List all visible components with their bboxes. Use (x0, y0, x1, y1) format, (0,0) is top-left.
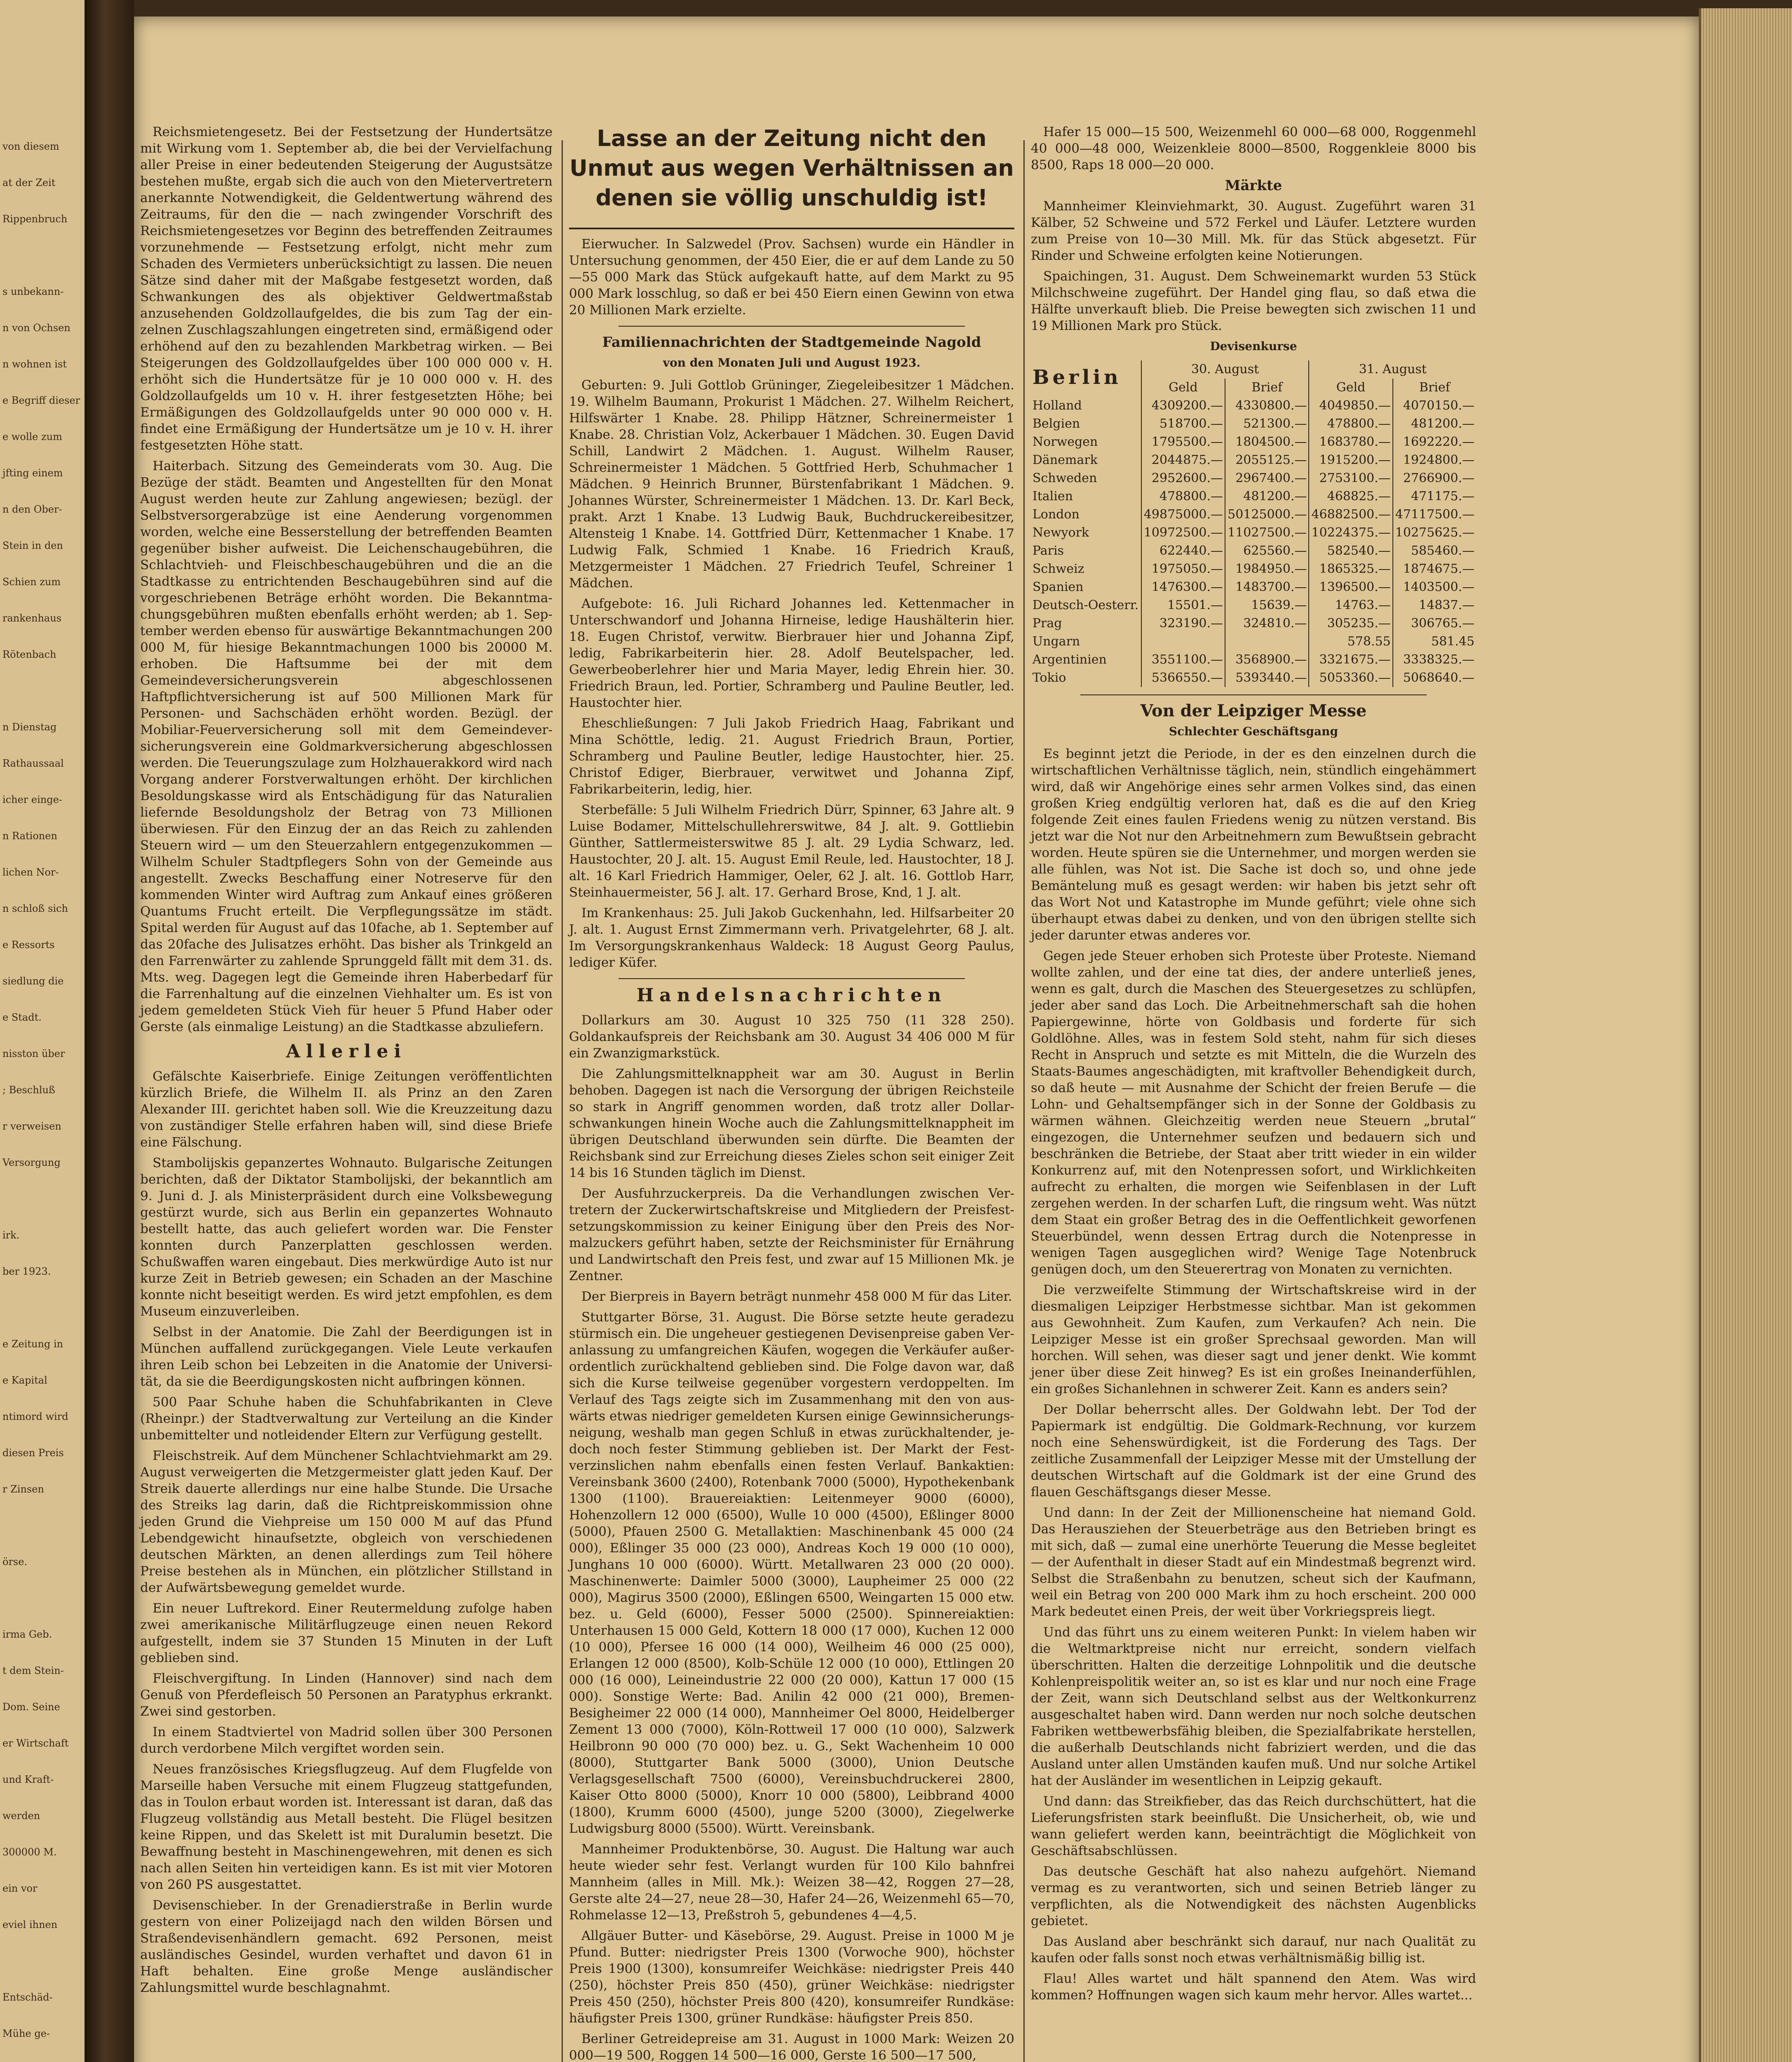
facing-page-fragment (0, 0, 85, 2062)
devisen-rate: 1915200.— (1309, 451, 1392, 469)
facing-page-text: Rippenbruch (2, 213, 68, 225)
divider (1080, 694, 1427, 695)
devisen-rate (1141, 633, 1225, 651)
familien-item: Aufgebote: 16. Juli Richard Johannes led. Kettenmacher in Unterschwandorf und Johanna Hirneise, ledige Haushälterin hier. 18. Eugen Christof, verwitw. Bierbrauer hier und Johanna Zipf, ledig, Fabrikarbeiterin hier. 28. Adolf Beutelspacher, led. Gewerbeoberlehrer hier und Maria Mayer, ledig Ehrein hier. 30. Friedrich Braun, led. Portier, Schramberg und Pauline Beutler, led. Haustochter hier. (569, 596, 1014, 710)
headline: Lasse an der Zeitung nicht den Unmut aus wegen Verhältnissen an denen sie völlig unschuldig ist! (569, 125, 1014, 211)
devisen-row (1031, 397, 1476, 415)
devisen-row (1031, 542, 1476, 560)
allerlei-item: Ein neuer Luftrekord. Einer Reutermeldung zufolge haben zwei amerikanische Militärflugzeuge einen neuen Rekord aufgestellt, indem sie 37 Stunden 15 Minuten in der Luft geblieben sind. (140, 1601, 553, 1665)
article-mannheim-kleinvieh: Mannheimer Kleinviehmarkt, 30. August. Zugeführt waren 31 Kälber, 52 Schweine und 572 Ferkel und Läufer. Letztere wurden zum Preise von 10—30 Mill. Mk. für das Stück abgesetzt. Für Rinder und Schweine erfolgten keine Notierungen. (1031, 199, 1476, 263)
devisen-rate: 11027500.— (1225, 524, 1309, 542)
facing-page-text: n Dienstag (2, 721, 57, 733)
divider (618, 978, 965, 979)
messe-paragraph: Der Dollar beherrscht alles. Der Goldwahn lebt. Der Tod der Papiermark ist endgültig. Die Goldmark-Rechnung, vor kurzem noch eine Sehenswürdigkeit, ist die Forderung des Tags. Der zeitliche Zusammenfall der Leipziger Messe mit der Umstellung der deutschen Wirtschaft auf die Goldmark ist der eine Grund des flauen Geschäftsgangs dieser Messe. (1031, 1402, 1476, 1499)
devisen-rate: 2967400.— (1225, 469, 1309, 487)
facing-page-text: n Rationen (2, 830, 57, 842)
devisen-rate: 1483700.— (1225, 578, 1309, 596)
devisen-country: Ungarn (1032, 634, 1080, 649)
devisen-rate: 585460.— (1393, 542, 1476, 560)
messe-list (1031, 746, 1476, 2003)
devisen-rate: 578.55 (1309, 633, 1392, 651)
devisen-rate (1225, 633, 1309, 651)
familien-item: Im Krankenhaus: 25. Juli Jakob Guckenhahn, led. Hilfsarbeiter 20 J. alt. 1. August Ernst Zimmermann verh. Privatgelehrter, 68 J. alt. Im Versorgungskrankenhaus Waldeck: 18 August Georg Paulus, lediger Küfer. (569, 906, 1014, 970)
devisen-rate: 5068640.— (1393, 669, 1476, 687)
devisen-rate: 1476300.— (1141, 578, 1225, 596)
familien-item: Eheschließungen: 7 Juli Jakob Friedrich Haag, Fabrikant und Mina Schöttle, ledig. 21. August Friedrich Braun, Portier, Schramberg und Pauline Beutler, ledige Haustochter, hier. 25. Christof Ediger, Bierbrauer, verwitwet und Johanna Zipf, Fabrikarbeiterin, ledig, hier. (569, 716, 1014, 797)
column-1 (140, 124, 553, 2000)
facing-page-text: ; Beschluß (2, 1084, 55, 1096)
devisen-country: Paris (1032, 544, 1064, 558)
devisen-rate: 10275625.— (1393, 524, 1476, 542)
handel-list (569, 1012, 1014, 2062)
handel-item: Dollarkurs am 30. August 10 325 750 (11 328 250). Goldankaufspreis der Reichsbank am 30. August 34 406 000 M für ein Zwanzigmarkstück. (569, 1013, 1014, 1061)
facing-page-text: nisston über (2, 1048, 65, 1059)
section-title-handelsnachrichten: Handelsnachrichten (636, 985, 947, 1006)
handel-item: Stuttgarter Börse, 31. August. Die Börse setzte heute geradezu stürmisch ein. Die ungeheuer gestiegenen Devisenpreise gaben Veranlassung zu umfangreichen Käufen, wogegen die Verkäufer außerordentlich zurückhaltend geblieben sind. Die Folge davon war, daß sich die Kurse teilweise gegenüber vorgestern verdoppelten. Im Verlauf des Tags zeigte sich im Zusammenhang mit den von auswärts etwas niedriger gemeldeten Kursen einige Gewinnsicherungsneigung, weshalb man gegen Schluß in etwas zurückhaltender, jedoch noch fester Stimmung geblieben ist. Der Markt der Festverzinslichen nahm ebenfalls einen festen Verlauf. Bankaktien: Vereinsbank 3600 (2400), Rotenbank 7000 (5000), Hypothekenbank 1300 (1100). Brauereiaktien: Leitenmeyer 9000 (6000), Hohenzollern 12 000 (6500), Wulle 10 000 (4500), Eßlinger 8000 (5000), Pfauen 2500 G. Metallaktien: Maschinenbank 45 000 (24 000), Eßlinger 35 000 (23 000), Andreas Koch 19 000 (10 000), Junghans 10 000 (6000). Württ. Metallwaren 23 000 (20 000). Maschinenwerte: Daimler 5000 (3000), Laupheimer 25 000 (22 000), Magirus 3500 (2000), Eßlingen 6500, Weingarten 15 000 etw. bez. u. Geld (6000), Fesser 5000 (2500). Spinnereiaktien: Unterhausen 15 000 Geld, Kottern 18 000 (17 000), Kuchen 12 000 (10 000), Pfersee 16 000 (14 000), Weilheim 46 000 (25 000), Erlangen 12 000 (8500), Kolb-Schüle 12 000 (10 000), Ettlingen 20 000 (16 000), Leineindustrie 22 000 (20 000), Kattun 17 000 (15 000). Sonstige Werte: Bad. Anilin 42 000 (21 000), Bremen-Besigheimer 22 000 (14 000), Mannheimer Oel 8000, Heidelberger Zement 13 000 (7000), Köln-Rottweil 17 000 (10 000), Salzwerk Heilbronn 90 000 (70 000) bez. u. G., Sekt Wachenheim 10 000 (8000), Stuttgarter Bank 5000 (3000), Union Deutsche Verlagsgesellschaft 7500 (6000), Vereinsbuchdruckerei 2800, Kaiser Otto 8000 (5000), Knorr 10 000 (5800), Leibbrand 4000 (1800), Krumm 6000 (4500), junge 5200 (3000), Ziegelwerke Ludwigsburg 8000 (5500). Württ. Vereinsbank. (569, 1310, 1014, 1836)
devisen-row (1031, 487, 1476, 506)
facing-page-text: er Wirtschaft (2, 1737, 69, 1749)
facing-page-text: icher einge- (2, 794, 62, 805)
article-reichsmietengesetz: Reichsmietengesetz. Bei der Festsetzung der Hundertsätze mit Wirkung vom 1. September ab, die bei der Vervielfachung aller Preise in einer bedeutenden Steigerung der Augustsätze bestehen mußte, ergab sich die auch von den Mietervertretern anerkannte Notwendigkeit, die Geldentwertung während des Zeitraums, für den die — nach zwingender Vorschrift des Reichsmietengesetzes vor Beginn des betreffenden Zeitraumes vorzunehmende — Festsetzung erfolgt, nicht mehr zum Schaden des Vermieters unberücksichtigt zu lassen. Die neuen Sätze sind daher mit der Maßgabe festgesetzt worden, daß Schwankungen des als objektiver Geldwertmaßstab anzusehenden Goldzollaufgeldes, die bis zum Tag der einzelnen Zuschlagszahlungen eingetreten sind, ermäßigend oder erhöhend auf den zu bezahlenden Markbetrag wirken. — Bei Steigerungen des Goldzollaufgeldes über 100 000 000 v. H. erhöht sich die Hundertsätze für je 10 000 000 v. H. des Goldzollaufgelds um 10 v. H. ihrer festgesetzten Höhe; bei Ermäßigungen des Goldzollaufgelds unter 90 000 000 v. H. findet eine Ermäßigung der Hundertsätze um je 10 v. H. ihrer festgesetzten Höhe statt. (140, 125, 553, 453)
devisen-row (1031, 633, 1476, 651)
facing-page-text: werden (2, 1810, 40, 1822)
devisen-row (1031, 415, 1476, 433)
familien-item: Sterbefälle: 5 Juli Wilhelm Friedrich Dürr, Spinner, 63 Jahre alt. 9 Luise Bodamer, Mittelschullehrerswitwe, 84 J. alt. 9. Gottliebin Günther, Sattlermeisterswitwe 85 J. alt. 29 Lydia Schwarz, led. Haustochter, 20 J. alt. 15. August Emil Reule, led. Haustochter, 18 J. alt. 16 Karl Friedrich Hammiger, Oeler, 62 J. alt. 16. Gottlob Harr, Steinhauermeister, 56 J. alt. 17. Gerhard Brose, Knd, 1 J. alt. (569, 803, 1014, 900)
allerlei-item: Fleischstreik. Auf dem Münchener Schlachtviehmarkt am 29. August verweigerten die Metzgermeister glatt jeden Kauf. Der Streik dauerte allerdings nur eine halbe Stunde. Die Ursache des Streiks lag darin, daß die Richtpreiskommission ohne jeden Grund die Viehpreise um 150 000 M auf das Pfund Lebendgewicht hinaufsetzte, obgleich von verschiedenen deutschen Märkten, an denen allerdings zum Teil höhere Preise bestehen als in München, ein plötzlicher Stillstand in der Aufwärtsbewegung gemeldet wurde. (140, 1448, 553, 1595)
devisen-rate: 468825.— (1309, 487, 1392, 506)
devisen-row (1031, 614, 1476, 633)
facing-page-text: e Begriff dieser (2, 395, 80, 406)
devisen-country: Argentinien (1032, 652, 1107, 667)
devisen-rate: 47117500.— (1393, 506, 1476, 524)
page-edges (1699, 8, 1792, 2062)
devisen-country: Prag (1032, 616, 1062, 631)
facing-page-text: s unbekann- (2, 286, 64, 297)
facing-page-text: e Stadt. (2, 1012, 42, 1023)
facing-page-text: rankenhaus (2, 612, 61, 624)
messe-paragraph: Das deutsche Geschäft hat also nahezu aufgehört. Niemand vermag es zu verantworten, sich und seinen Betrieb länger zu verpflichten, als die Notwendigkeit des nächsten Augenblicks gebietet. (1031, 1864, 1476, 1928)
devisen-rate: 4309200.— (1141, 397, 1225, 415)
devisen-rate: 481200.— (1225, 487, 1309, 506)
messe-paragraph: Die verzweifelte Stimmung der Wirtschaftskreise wird in der diesmaligen Leipziger Herbstmesse sichtbar. Man ist gekommen aus Gewohnheit. Zum Kaufen, zum Verkaufen? Ach nein. Die Leipziger Messe ist ein großer Sprechsaal geworden. Man will horchen. Will sehen, was dieser sagt und jener denkt. Wie kommt jener über diese Zeit hinweg? Es ist ein großes Ineinanderfühlen, ein großes Sichanlehnen in schwerer Zeit. Kann es anders sein? (1031, 1283, 1476, 1396)
devisen-rate: 15501.— (1141, 596, 1225, 614)
column-rule (562, 140, 563, 2062)
getreide-continued: Hafer 15 000—15 500, Weizenmehl 60 000—68 000, Roggenmehl 40 000—48 000, Weizenkleie 8000—8500, Roggenkleie 8000 bis 8500, Raps 18 000—20 000. (1031, 125, 1476, 172)
facing-page-text: r verweisen (2, 1120, 61, 1132)
devisen-rate: 1924800.— (1393, 451, 1476, 469)
devisen-rate: 518700.— (1141, 415, 1225, 433)
facing-page-text: r Zinsen (2, 1483, 44, 1495)
devisen-rate: 3321675.— (1309, 651, 1392, 669)
devisen-rate: 1865325.— (1309, 560, 1392, 578)
article-eierwucher: Eierwucher. In Salzwedel (Prov. Sachsen) wurde ein Händler in Untersuchung genommen, der 450 Eier, die er auf dem Lande zu 50—55 000 Mark das Stück aufgekauft hatte, auf dem Markt zu 95 000 Mark losschlug, so daß er bei 450 Eiern einen Gewinn von etwa 20 Millionen Mark erzielte. (569, 237, 1014, 318)
section-title-maerkte: Märkte (1225, 177, 1282, 194)
devisen-rate: 2952600.— (1141, 469, 1225, 487)
section-subtitle-leipziger-messe: Schlechter Geschäftsgang (1169, 725, 1338, 738)
devisen-rate: 1692220.— (1393, 433, 1476, 451)
devisen-rate: 3551100.— (1141, 651, 1225, 669)
devisen-country: Schweden (1032, 471, 1097, 485)
facing-page-text: 300000 M. (2, 1846, 57, 1858)
devisen-rate: 3568900.— (1225, 651, 1309, 669)
facing-page-text: diesen Preis (2, 1447, 64, 1459)
devisen-row (1031, 433, 1476, 451)
allerlei-item: In einem Stadtviertel von Madrid sollen über 300 Personen durch verdorbene Milch vergiftet worden sein. (140, 1725, 553, 1756)
facing-page-text: Versorgung (2, 1157, 61, 1168)
handel-item: Berliner Getreidepreise am 31. August in 1000 Mark: Weizen 20 000—19 500, Roggen 14 500—16 000, Gerste 16 500—17 500, (569, 2031, 1014, 2062)
facing-page-text: e Kapital (2, 1375, 47, 1386)
facing-page-text: und Kraft- (2, 1774, 54, 1785)
handel-item: Der Bierpreis in Bayern beträgt nunmehr 458 000 M für das Liter. (581, 1289, 1012, 1304)
devisen-rate: 323190.— (1141, 614, 1225, 633)
section-title-familiennachrichten: Familiennachrichten der Stadtgemeinde Nagold (602, 334, 981, 351)
allerlei-item: Neues französisches Kriegsflugzeug. Auf dem Flugfelde von Marseille haben Versuche mit einem Flugzeug stattgefunden, das in Toulon erbaut worden ist. Interessant ist daran, daß das Flugzeug vollständig aus Metall besteht. Die Flügel besitzen keine Rippen, und das Skelett ist mit Duralumin besetzt. Die Bewaffnung besteht in Maschinengewehren, mit denen es sich nach allen Seiten hin verteidigen kann. Es ist mit vier Motoren von 260 PS ausgestattet. (140, 1762, 553, 1892)
facing-page-text: e Ressorts (2, 939, 55, 951)
facing-page-text: ber 1923. (2, 1266, 51, 1277)
devisen-rate: 478800.— (1309, 415, 1392, 433)
devisen-row (1031, 469, 1476, 487)
facing-page-text: irk. (2, 1229, 20, 1241)
messe-paragraph: Es beginnt jetzt die Periode, in der es den einzelnen durch die wirtschaftlichen Verhältnisse täglich, nein, stündlich eingehämmert wird, daß wir Angehörige eines sehr armen Volkes sind, das einen großen Krieg endgültig verloren hat, daß es die auf den Krieg folgende Zeit eines faulen Friedens wenig zu nützen verstand. Bis jetzt war die Not nur den Arbeitnehmern zum Bewußtsein gebracht worden. Heute spüren sie die Unternehmer, und morgen werden sie alle fühlen, was Not ist. Die Sache ist doch so, und ohne jede Bemäntelung muß es gesagt werden: wir haben bis jetzt sehr oft das Wort Not und Katastrophe im Munde geführt; viele ohne sich überhaupt etwas dabei zu denken, und von den übrigen stellte sich jeder darunter etwas anderes vor. (1031, 746, 1476, 943)
devisen-country: Holland (1032, 398, 1082, 413)
devisen-row (1031, 524, 1476, 542)
devisen-rate: 5053360.— (1309, 669, 1392, 687)
headline-box (569, 124, 1014, 229)
devisen-rate: 1396500.— (1309, 578, 1392, 596)
devisen-rate: 1403500.— (1393, 578, 1476, 596)
devisen-rate: 1795500.— (1141, 433, 1225, 451)
devisen-rate: 305235.— (1309, 614, 1392, 633)
devisen-rate: 2753100.— (1309, 469, 1392, 487)
allerlei-list (140, 1068, 553, 1996)
devisen-rate: 471175.— (1393, 487, 1476, 506)
devisen-brief-1: Brief (1225, 379, 1309, 397)
devisen-rate: 49875000.— (1141, 506, 1225, 524)
familien-item: Geburten: 9. Juli Gottlob Grüninger, Ziegeleibesitzer 1 Mädchen. 19. Wilhelm Baumann, Prokurist 1 Mädchen. 27. Wilhelm Reichert, Hilfswärter 1 Knabe. 28. Philipp Hätzner, Schreinermeister 1 Knabe. 28. Christian Volz, Ackerbauer 1 Mädchen. 30. Eugen David Schill, Landwirt 2 Mädchen. 1. August. Wilhelm Rauser, Schreinermeister 1 Mädchen. 5 Gottfried Herb, Schuhmacher 1 Mädchen. 9 Heinrich Brunner, Bürstenfabrikant 1 Mädchen. 9. Johannes Würster, Schreinermeister 1 Mädchen. 13. Dr. Karl Beck, prakt. Arzt 1 Knabe. 13 Ludwig Bauk, Buchdruckereibesitzer, Altensteig 1 Knabe. 14. Gottfried Dürr, Kettenmacher 1 Knabe. 17 Ludwig Falk, Schmied 1 Knabe. 16 Friedrich Krauß, Metzgermeister 1 Mädchen. 27 Friedrich Teufel, Schreiner 1 Mädchen. (569, 378, 1014, 591)
facing-page-text: irma Geb. (2, 1629, 52, 1640)
devisen-rate: 1804500.— (1225, 433, 1309, 451)
section-title-devisenkurse: Devisenkurse (1210, 339, 1297, 353)
familien-list (569, 377, 1014, 971)
devisen-row (1031, 596, 1476, 614)
allerlei-item: Fleischvergiftung. In Linden (Hannover) sind nach dem Genuß von Pferdefleisch 50 Personen an Paratyphus erkrankt. Zwei sind gestorben. (140, 1671, 553, 1719)
facing-page-text: jfting einem (2, 467, 63, 479)
handel-item: Mannheimer Produktenbörse, 30. August. Die Haltung war auch heute wieder sehr fest. Verlangt wurden für 100 Kilo bahnfrei Mannheim (alles in Mill. Mk.): Weizen 38—42, Roggen 27—28, Gerste alte 24—27, neue 28—30, Hafer 24—26, Weizenmehl 65—70, Rohmelasse 12—13, Preßstroh 5, gebundenes 4—4,5. (569, 1842, 1014, 1923)
devisen-rate: 1874675.— (1393, 560, 1476, 578)
facing-page-text: n von Ochsen (2, 322, 71, 334)
devisen-rate: 622440.— (1141, 542, 1225, 560)
devisen-table (1031, 360, 1476, 687)
devisen-rate: 2766900.— (1393, 469, 1476, 487)
facing-page-text: Stein in den (2, 540, 63, 551)
devisen-country: Spanien (1032, 580, 1084, 594)
devisen-country: Tokio (1032, 671, 1066, 685)
facing-page-text: ntimord wird (2, 1411, 68, 1422)
article-haiterbach: Haiterbach. Sitzung des Gemeinderats vom 30. Aug. Die Bezüge der städt. Beamten und Angestellten für den Monat August werden heute zur Zahlung angewiesen; bezügl. der Selbstversorgerabzüge ist eine Aenderung vorgenommen worden, welche eine Besserstellung der betreffenden Beamten gegenüber bisher aufweist. Die Leichenschaugebühren, die Schlachtvieh- und Fleischbeschaugebühren und die an die Stadtkasse zu entrichtenden Beschaugebühren sind auf die vorgeschriebenen Beträge erhöht worden. Die Bekanntmachungsgebühren mußten ebenfalls erhöht werden; ab 1. September werden ebenso für auswärtige Bekanntmachungen 200 000 M, für hiesige Bekanntmachungen 1000 bis 20000 M. erhoben. Die Haftsumme bei der mit dem Gemeindeversicherungsverein abgeschlossenen Haftpflichtversicherung ist auf 500 Millionen Mark für Personen- und Sachschäden erhöht worden. Bezügl. der Mobiliar-Feuerversicherung soll mit dem Gemeindeversicherungsverein eine Goldmarkversicherung abgeschlossen werden. Die Teuerungszulage zum Holzhauerakkord wird nach Vorgang anderer Forstverwaltungen erhöht. Der kirchlichen Besoldungskasse wird als Entschädigung für das Naturalien liefernde Besoldungsholz der Betrag von 73 Millionen überwiesen. Für den Einzug der an das Reich zu zahlenden Steuern wird — um den Steuerzahlern entgegenzukommen — Wilhelm Schuler Stadtpflegers Sohn von der Gemeinde aus angestellt. Zwecks Beschaffung einer Notreserve für den kommenden Winter wird Auftrag zum Ankauf eines größeren Quantums Frucht erteilt. Die Verpflegungssätze im städt. Spital werden für August auf das 10fache, ab 1. September auf das 20fache des Julisatzes erhöht. Das bisher als Trinkgeld an den Farrenwärter zu zahlende Sprunggeld fällt mit dem 31. ds. Mts. weg. Dagegen legt die Gemeinde ihren Haberbedarf für die Farrenhaltung auf die einzelnen Viehhalter um. Es ist von jedem gemeldeten Stück Vieh für heuer 5 Pfund Haber oder Gerste (als einmalige Leistung) an die Stadtkasse abzuliefern. (140, 459, 553, 1034)
devisen-row (1031, 669, 1476, 687)
devisen-rate: 15639.— (1225, 596, 1309, 614)
devisen-rate: 2055125.— (1225, 451, 1309, 469)
devisen-geld-2: Geld (1309, 379, 1392, 397)
devisen-rate: 582540.— (1309, 542, 1392, 560)
devisen-rate: 2044875.— (1141, 451, 1225, 469)
devisen-country: Belgien (1032, 417, 1080, 431)
devisen-rate: 10224375.— (1309, 524, 1392, 542)
devisen-rate: 1975050.— (1141, 560, 1225, 578)
column-3 (1031, 124, 1476, 2008)
devisen-row (1031, 578, 1476, 596)
devisen-rate: 1683780.— (1309, 433, 1392, 451)
devisen-rate: 14837.— (1393, 596, 1476, 614)
allerlei-item: Devisenschieber. In der Grenadierstraße in Berlin wurde gestern von einer Polizeijagd nach den wilden Börsen und Straßendevisenhändlern gemacht. 692 Personen, meist ausländisches Gesindel, wurden verhaftet und davon 61 in Haft behalten. Eine große Menge ausländischer Zahlungsmittel wurde beschlagnahmt. (140, 1898, 553, 1995)
devisen-country: Dänemark (1032, 453, 1098, 467)
facing-page-text: ein vor (2, 1883, 38, 1894)
facing-page-text: Rötenbach (2, 649, 56, 660)
devisen-rate: 5366550.— (1141, 669, 1225, 687)
devisen-rate: 4049850.— (1309, 397, 1392, 415)
devisen-rate: 10972500.— (1141, 524, 1225, 542)
column-rule (1023, 140, 1025, 2062)
messe-paragraph: Das Ausland aber beschränkt sich darauf, nur nach Qualität zu kaufen oder falls sonst noch etwas verhältnismäßig billig ist. (1031, 1934, 1476, 1965)
messe-paragraph: Und dann: das Streikfieber, das das Reich durchschüttert, hat die Lieferungsfristen stark beeinflußt. Die Unsicherheit, ob, wie und wann geliefert werden kann, beeinträchtigt die Möglichkeit von Geschäftsabschlüssen. (1031, 1794, 1476, 1858)
facing-page-text: Dom. Seine (2, 1701, 60, 1713)
devisen-city: Berlin (1032, 365, 1122, 389)
devisen-rate: 481200.— (1393, 415, 1476, 433)
handel-item: Der Ausfuhrzuckerpreis. Da die Verhandlungen zwischen Vertretern der Zuckerwirtschaftskreise und Mitgliedern der Preisfestsetzungskommission zu keiner Einigung über den Preis des Normalzuckers geführt haben, setzte der Reichsminister für Ernährung und Landwirtschaft den Preis fest, und zwar auf 15 Millionen Mk. je Zentner. (569, 1186, 1014, 1283)
devisen-rate: 50125000.— (1225, 506, 1309, 524)
handel-item: Allgäuer Butter- und Käsebörse, 29. August. Preise in 1000 M je Pfund. Butter: niedrigster Preis 1300 (Vorwoche 900), höchster Preis 1900 (1300), konsumreifer Weichkäse: niedrigster Preis 440 (250), höchster Preis 850 (450), grüner Weichkäse: niedrigster Preis 450 (250), höchster Preis 800 (420), konsumreifer Rundkäse: häufigster Preis 1300, grüner Rundkäse: häufigster Preis 850. (569, 1928, 1014, 2026)
devisen-geld-1: Geld (1141, 379, 1225, 397)
devisen-country: Deutsch-Oesterr. (1032, 598, 1139, 612)
column-2 (569, 124, 1014, 2062)
facing-page-text: Entschäd- (2, 1991, 53, 2003)
handel-item: Die Zahlungsmittelknappheit war am 30. August in Berlin behoben. Dagegen ist nach die Versorgung der übrigen Reichsteile so stark in Angriff genommen worden, daß trotz aller Dollarschwankungen hinein Woche auch die Zahlungsmittelknappheit im übrigen Deutschland überwunden sein dürfte. Die Beamten der Reichsbank sind zur Erreichung dieses Zieles schon seit einiger Zeit 14 bis 16 Stunden täglich im Dienst. (569, 1066, 1014, 1180)
devisen-row (1031, 451, 1476, 469)
facing-page-text: at der Zeit (2, 177, 56, 188)
devisen-row (1031, 560, 1476, 578)
devisen-country: Schweiz (1032, 562, 1084, 576)
allerlei-item: 500 Paar Schuhe haben die Schuhfabrikanten in Cleve (Rheinpr.) der Stadtverwaltung zur Verteilung an die Kinder unbemittelter und notleidender Eltern zur Verfügung gestellt. (140, 1395, 553, 1443)
facing-page-text: örse. (2, 1556, 28, 1568)
facing-page-text: n wohnen ist (2, 358, 67, 370)
section-title-leipziger-messe: Von der Leipziger Messe (1140, 701, 1367, 720)
devisen-country: Italien (1032, 489, 1073, 504)
facing-page-text: Rathaussaal (2, 758, 64, 769)
devisen-country: Newyork (1032, 525, 1089, 540)
devisen-rate: 4330800.— (1225, 397, 1309, 415)
allerlei-item: Stambolijskis gepanzertes Wohnauto. Bulgarische Zeitungen berichten, daß der Diktator Stambolijski, der bekanntlich am 9. Juni d. J. als Ministerpräsident durch eine Volksbewegung gestürzt wurde, sich aus Berlin ein gepanzertes Wohnauto bestellt hatte, das auch geliefert worden war. Die Fenster konnten durch Panzerplatten geschlossen werden. Schußwaffen waren eingebaut. Dies merkwürdige Auto ist nur kurze Zeit in Betrieb gewesen; ein Schaden an der Maschine konnte nicht beseitigt werden. Es wird jetzt empfohlen, es dem Museum einzuverleiben. (140, 1156, 553, 1319)
facing-page-text: eviel ihnen (2, 1919, 58, 1930)
devisen-rate: 4070150.— (1393, 397, 1476, 415)
facing-page-text: e Zeitung in (2, 1338, 63, 1350)
devisen-rate: 5393440.— (1225, 669, 1309, 687)
devisen-rate: 324810.— (1225, 614, 1309, 633)
section-subtitle-familiennachrichten: von den Monaten Juli und August 1923. (663, 356, 921, 370)
devisen-country: London (1032, 507, 1079, 522)
facing-page-text: von diesem (2, 141, 59, 152)
devisen-row (1031, 651, 1476, 669)
devisen-rate: 3338325.— (1393, 651, 1476, 669)
devisen-brief-2: Brief (1393, 379, 1476, 397)
facing-page-text: t dem Stein- (2, 1665, 64, 1676)
devisen-rate: 581.45 (1393, 633, 1476, 651)
devisen-rate: 521300.— (1225, 415, 1309, 433)
devisen-rate: 478800.— (1141, 487, 1225, 506)
devisen-rate: 1984950.— (1225, 560, 1309, 578)
devisen-rate: 46882500.— (1309, 506, 1392, 524)
messe-paragraph: Und das führt uns zu einem weiteren Punkt: In vielem haben wir die Weltmarktpreise nicht nur erreicht, sondern vielfach überschritten. Halten die derzeitige Lohnpolitik und die deutsche Kohlenpreispolitik weiter an, so ist es klar und nur noch eine Frage der Zeit, wann sich Deutschland selbst aus der Weltkonkurrenz ausgeschaltet haben wird. Dann werden nur noch solche deutschen Fabriken wettbewerbsfähig bleiben, die Spezialfabrikate herstellen, die außerhalb Deutschlands nicht fabriziert werden, und die das Ausland unter allen Umständen kaufen muß. Und nur solche Artikel hat der Ausländer im wesentlichen in Leipzig gekauft. (1031, 1625, 1476, 1788)
facing-page-text: lichen Nor- (2, 866, 59, 878)
devisen-row (1031, 506, 1476, 524)
devisen-rate: 14763.— (1309, 596, 1392, 614)
book-spine (85, 0, 134, 2062)
devisen-rate: 306765.— (1393, 614, 1476, 633)
allerlei-item: Gefälschte Kaiserbriefe. Einige Zeitungen veröffentlichten kürzlich Briefe, die Wilhelm II. als Prinz an den Zaren Alexander III. gerichtet haben soll. Wie die Kreuzzeitung dazu von zuständiger Stelle erfahren haben will, sind diese Briefe eine Fälschung. (140, 1069, 553, 1150)
allerlei-item: Selbst in der Anatomie. Die Zahl der Beerdigungen ist in München auffallend zurückgegangen. Viele Leute verkaufen ihren Leib schon bei Lebzeiten in die Anatomie der Universität, da sie die Beerdigungskosten nicht aufbringen können. (140, 1325, 553, 1389)
devisen-date-1: 30. August (1141, 360, 1309, 379)
messe-paragraph: Und dann: In der Zeit der Millionenscheine hat niemand Gold. Das Herausziehen der Steuerbeträge aus den Betrieben bringt es mit sich, daß — zumal eine unerhörte Teuerung die Messe begleitet — der Aufenthalt in dieser Stadt auf ein Mindestmaß begrenzt wird. Selbst die Straßenbahn zu benutzen, scheut sich der Kaufmann, weil ein Betrag von 200 000 Mark ihm zu hoch erscheint. 200 000 Mark bedeutet einen Preis, der weit über Vorkriegspreis liegt. (1031, 1505, 1476, 1619)
facing-page-text: siedlung die (2, 975, 64, 987)
facing-page-text: e wolle zum (2, 431, 62, 443)
devisen-country: Norwegen (1032, 435, 1098, 449)
facing-page-text: Mühe ge- (2, 2028, 50, 2039)
article-spaichingen: Spaichingen, 31. August. Dem Schweinemarkt wurden 53 Stück Milchschweine zugeführt. Der Handel ging flau, so daß etwa die Hälfte unverkauft blieb. Die Preise bewegten sich zwischen 11 und 19 Millionen Mark pro Stück. (1031, 269, 1476, 333)
messe-paragraph: Flau! Alles wartet und hält spannend den Atem. Was wird kommen? Hoffnungen wagen sich kaum mehr hervor. Alles wartet... (1031, 1971, 1476, 2003)
divider (618, 326, 965, 327)
facing-page-text: Schien zum (2, 576, 61, 588)
devisen-header-row (1031, 360, 1476, 379)
devisen-rate: 625560.— (1225, 542, 1309, 560)
messe-paragraph: Gegen jede Steuer erhoben sich Proteste über Proteste. Niemand wollte zahlen, und der eine tat dies, der andere unterließ jenes, wenn es galt, durch die Maschen des Steuergesetzes zu schlüpfen, jeder aber sand das Loch. Die Arbeitnehmerschaft sah die hohen Papiergewinne, hörte von Goldbasis und forderte für sich Goldlöhne. Alles, was in festem Sold steht, nahm für sich dieses Recht in Anspruch und setzte es mit Mitteln, die die Wurzeln des Staats-Baumes angeschädigten, mit kraftvoller Behendigkeit durch, so daß heute — mit Ausnahme der Schicht der freien Berufe — die Lohn- und Gehaltsempfänger sich in der Sonne der Goldbasis zu wärmen wähnen. Gleichzeitig werden neue Steuern „brutal“ eingezogen, die Unternehmer seufzen und bedauern sich und beschränken die Betriebe, der Staat aber tritt wieder in ein wilder Konkurrenz auf, mit den Notenpressen sofort, und Wirklichkeiten aufrecht zu erhalten, die morgen wie Seifenblasen in der Luft zergehen werden. In der scharfen Luft, die ringsum weht. Was nützt dem Staat ein großer Betrag des in die Oeffentlichkeit geworfenen Steuerbündel, wenn dessen Ertrag durch die Notenpresse in wenigen Tagen ausgeglichen wird? Wenige Tage Notenbruck genügen doch, um den Steuerertrag von Monaten zu vernichten. (1031, 949, 1476, 1277)
facing-page-text: n schloß sich (2, 903, 68, 914)
devisen-date-2: 31. August (1309, 360, 1476, 379)
facing-page-text: n den Ober- (2, 504, 62, 515)
section-title-allerlei: Allerlei (286, 1041, 407, 1062)
